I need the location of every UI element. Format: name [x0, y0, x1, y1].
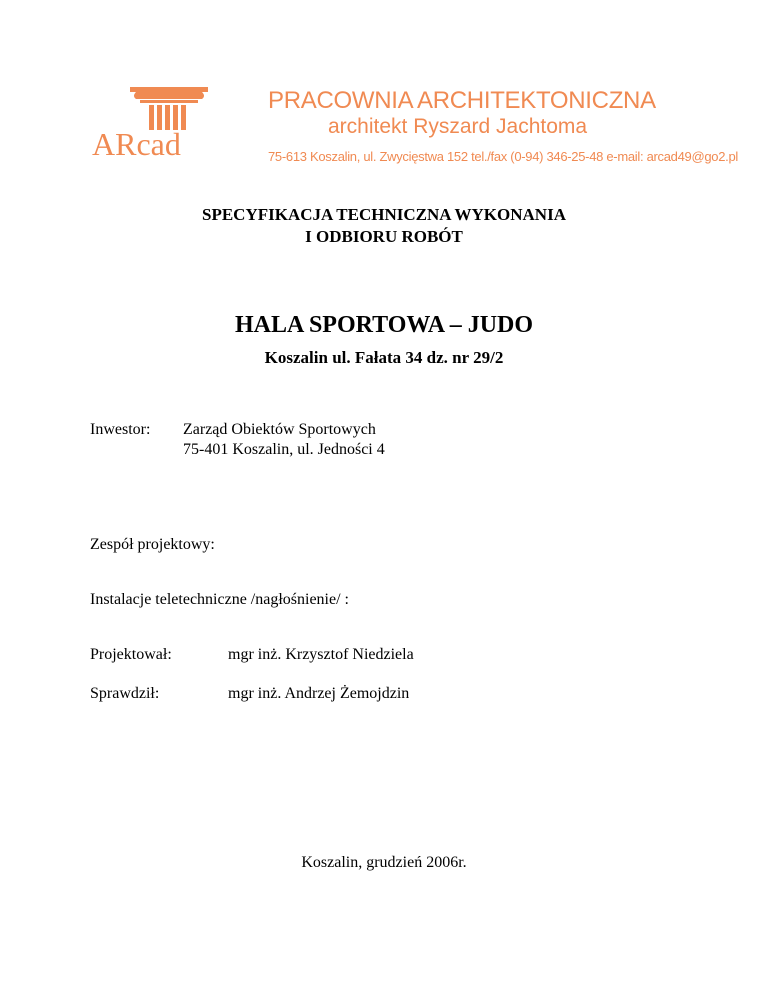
checker-name: mgr inż. Andrzej Żemojdzin [228, 685, 410, 702]
firm-name: PRACOWNIA ARCHITEKTONICZNA [268, 87, 656, 114]
installations-label: Instalacje teletechniczne /nagłośnienie/ : [90, 591, 349, 608]
investor-address: 75-401 Koszalin, ul. Jedności 4 [183, 441, 385, 458]
checker-label: Sprawdził: [90, 685, 160, 702]
logo-text: ARcad [92, 126, 181, 162]
design-team-label: Zespół projektowy: [90, 536, 215, 553]
project-location: Koszalin ul. Fałata 34 dz. nr 29/2 [264, 348, 504, 367]
investor-label: Inwestor: [90, 421, 151, 438]
column-icon [92, 84, 237, 132]
project-title: HALA SPORTOWA – JUDO [234, 312, 534, 338]
firm-info [268, 87, 748, 165]
arcad-logo [92, 84, 237, 164]
specification-title-line-2: I ODBIORU ROBÓT [305, 227, 463, 246]
place-and-date: Koszalin, grudzień 2006r. [301, 854, 467, 871]
designer-label: Projektował: [90, 646, 172, 663]
specification-title-line-1: SPECYFIKACJA TECHNICZNA WYKONANIA [202, 205, 566, 224]
designer-name: mgr inż. Krzysztof Niedziela [228, 646, 414, 663]
investor-value [183, 420, 385, 460]
firm-address: 75-613 Koszalin, ul. Zwycięstwa 152 tel./fax (0-94) 346-25-48 e-mail: arcad49@go2.pl [268, 149, 738, 164]
architect-name: architekt Ryszard Jachtoma [328, 115, 588, 138]
investor-name: Zarząd Obiektów Sportowych [183, 421, 376, 438]
specification-title [0, 204, 768, 248]
letterhead [0, 0, 768, 175]
